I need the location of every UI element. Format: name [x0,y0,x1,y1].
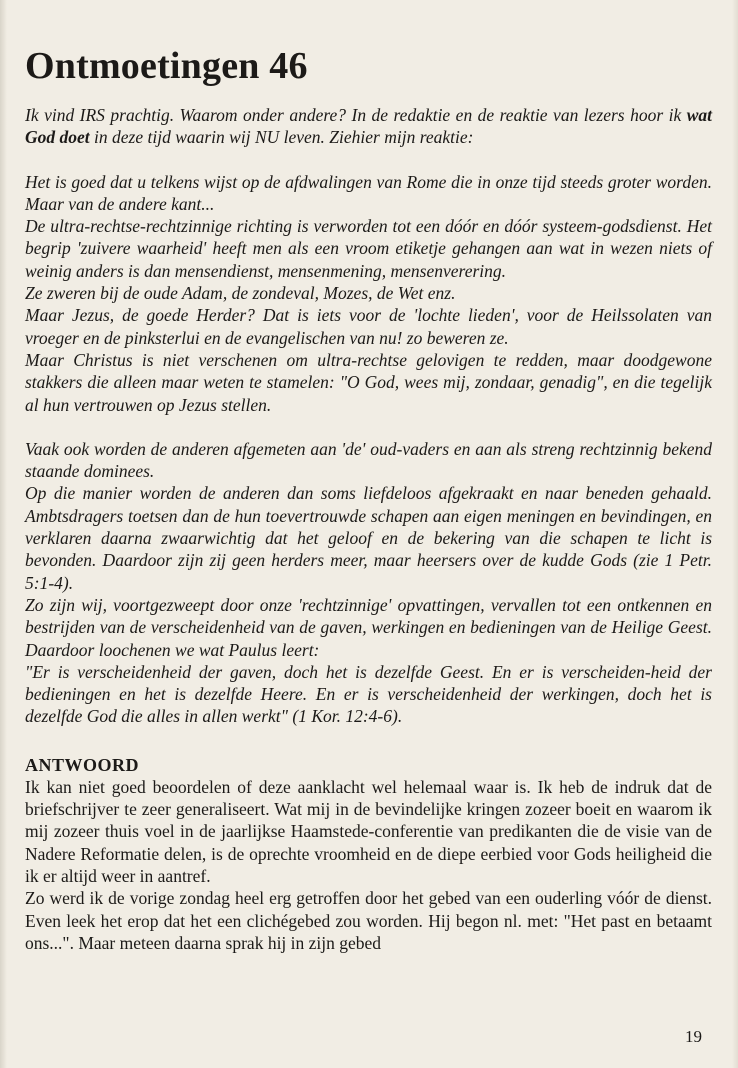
page-content [25,44,712,954]
answer-paragraph: Ik kan niet goed beoordelen of deze aanklacht wel helemaal waar is. Ik heb de indruk dat de briefschrijver te zeer generaliseert. Wat mij in de bevindelijke kringen zozeer boeit en waarom ik mij zozeer thuis voel in de jaarlijkse Haamstede-conferentie van predikanten die de visie van de Nadere Reformatie delen, is de oprechte vroomheid en de diepe eerbied voor Gods heiligheid die ik er altijd weer in aantref. [25,776,712,886]
answer-section [25,776,712,954]
letter-paragraph: Zo zijn wij, voortgezweept door onze 'rechtzinnige' opvattingen, vervallen tot een ontkennen en bestrijden van de verscheidenheid van de gaven, werkingen en bedieningen van de Heilige Geest. Daardoor loochenen we wat Paulus leert: [25,594,712,660]
letter-paragraph: De ultra-rechtse-rechtzinnige richting is verworden tot een dóór en dóór systeem-godsdienst. Het begrip 'zuivere waarheid' heeft men als een vroom etiketje gehangen aan wat in wezen niets of weinig anders is dan mensendienst, mensenmening, mensenverering. [25,216,712,281]
page-edge-shadow-right [732,0,738,1068]
answer-heading: ANTWOORD [25,754,140,775]
reader-letter [25,104,712,728]
letter-intro-emphasis: wat God doet [25,105,712,148]
letter-paragraph: Ze zweren bij de oude Adam, de zondeval, Mozes, de Wet enz. [25,283,456,304]
letter-intro-text: Ik vind IRS prachtig. Waarom onder andere? In de redaktie en de reaktie van lezers hoor ik [25,105,687,125]
letter-paragraph: Het is goed dat u telkens wijst op de afdwalingen van Rome die in onze tijd steeds groter worden. Maar van de andere kant... [25,171,712,214]
letter-intro-text-end: in deze tijd waarin wij NU leven. Ziehier mijn reaktie: [89,127,474,148]
page-number: 19 [685,1027,702,1046]
letter-paragraph: Op die manier worden de anderen dan soms liefdeloos afgekraakt en naar beneden gehaald. Ambtsdragers toetsen dan de hun toevertrouwde schapen aan eigen meningen en bevindingen, en verklaren daarna zwaarwichtig dat het geloof en de bekering van die schapen te licht is bevonden. Daardoor zijn zij geen herders meer, maar heersers over de kudde Gods (zie 1 Petr. 5:1-4). [25,483,712,593]
page-title: Ontmoetingen 46 [25,45,308,87]
letter-paragraph: Maar Jezus, de goede Herder? Dat is iets voor de 'lochte lieden', voor de Heilssolaten van vroeger en de pinksterlui en de evangelischen van nu! zo beweren ze. [25,305,712,348]
letter-intro [25,104,712,149]
page-edge-shadow [0,0,7,1068]
letter-quote: "Er is verscheidenheid der gaven, doch het is dezelfde Geest. En er is verscheiden-heid der bedieningen en het is dezelfde Heere. En er is verscheidenheid der werkingen, doch het is dezelfde God die alles in allen werkt" (1 Kor. 12:4-6). [25,661,712,727]
answer-paragraph: Zo werd ik de vorige zondag heel erg getroffen door het gebed van een ouderling vóór de dienst. Even leek het erop dat het een clichégebed zou worden. Hij begon nl. met: "Het past en betaamt ons...". Maar meteen daarna sprak hij in zijn gebed [25,888,712,953]
letter-paragraph: Maar Christus is niet verschenen om ultra-rechtse gelovigen te redden, maar doodgewone stakkers die alleen maar weten te stamelen: "O God, wees mij, zondaar, genadig", en die tegelijk al hun vertrouwen op Jezus stellen. [25,349,712,415]
letter-paragraph: Vaak ook worden de anderen afgemeten aan 'de' oud-vaders en aan als streng rechtzinnig bekend staande dominees. [25,438,712,482]
